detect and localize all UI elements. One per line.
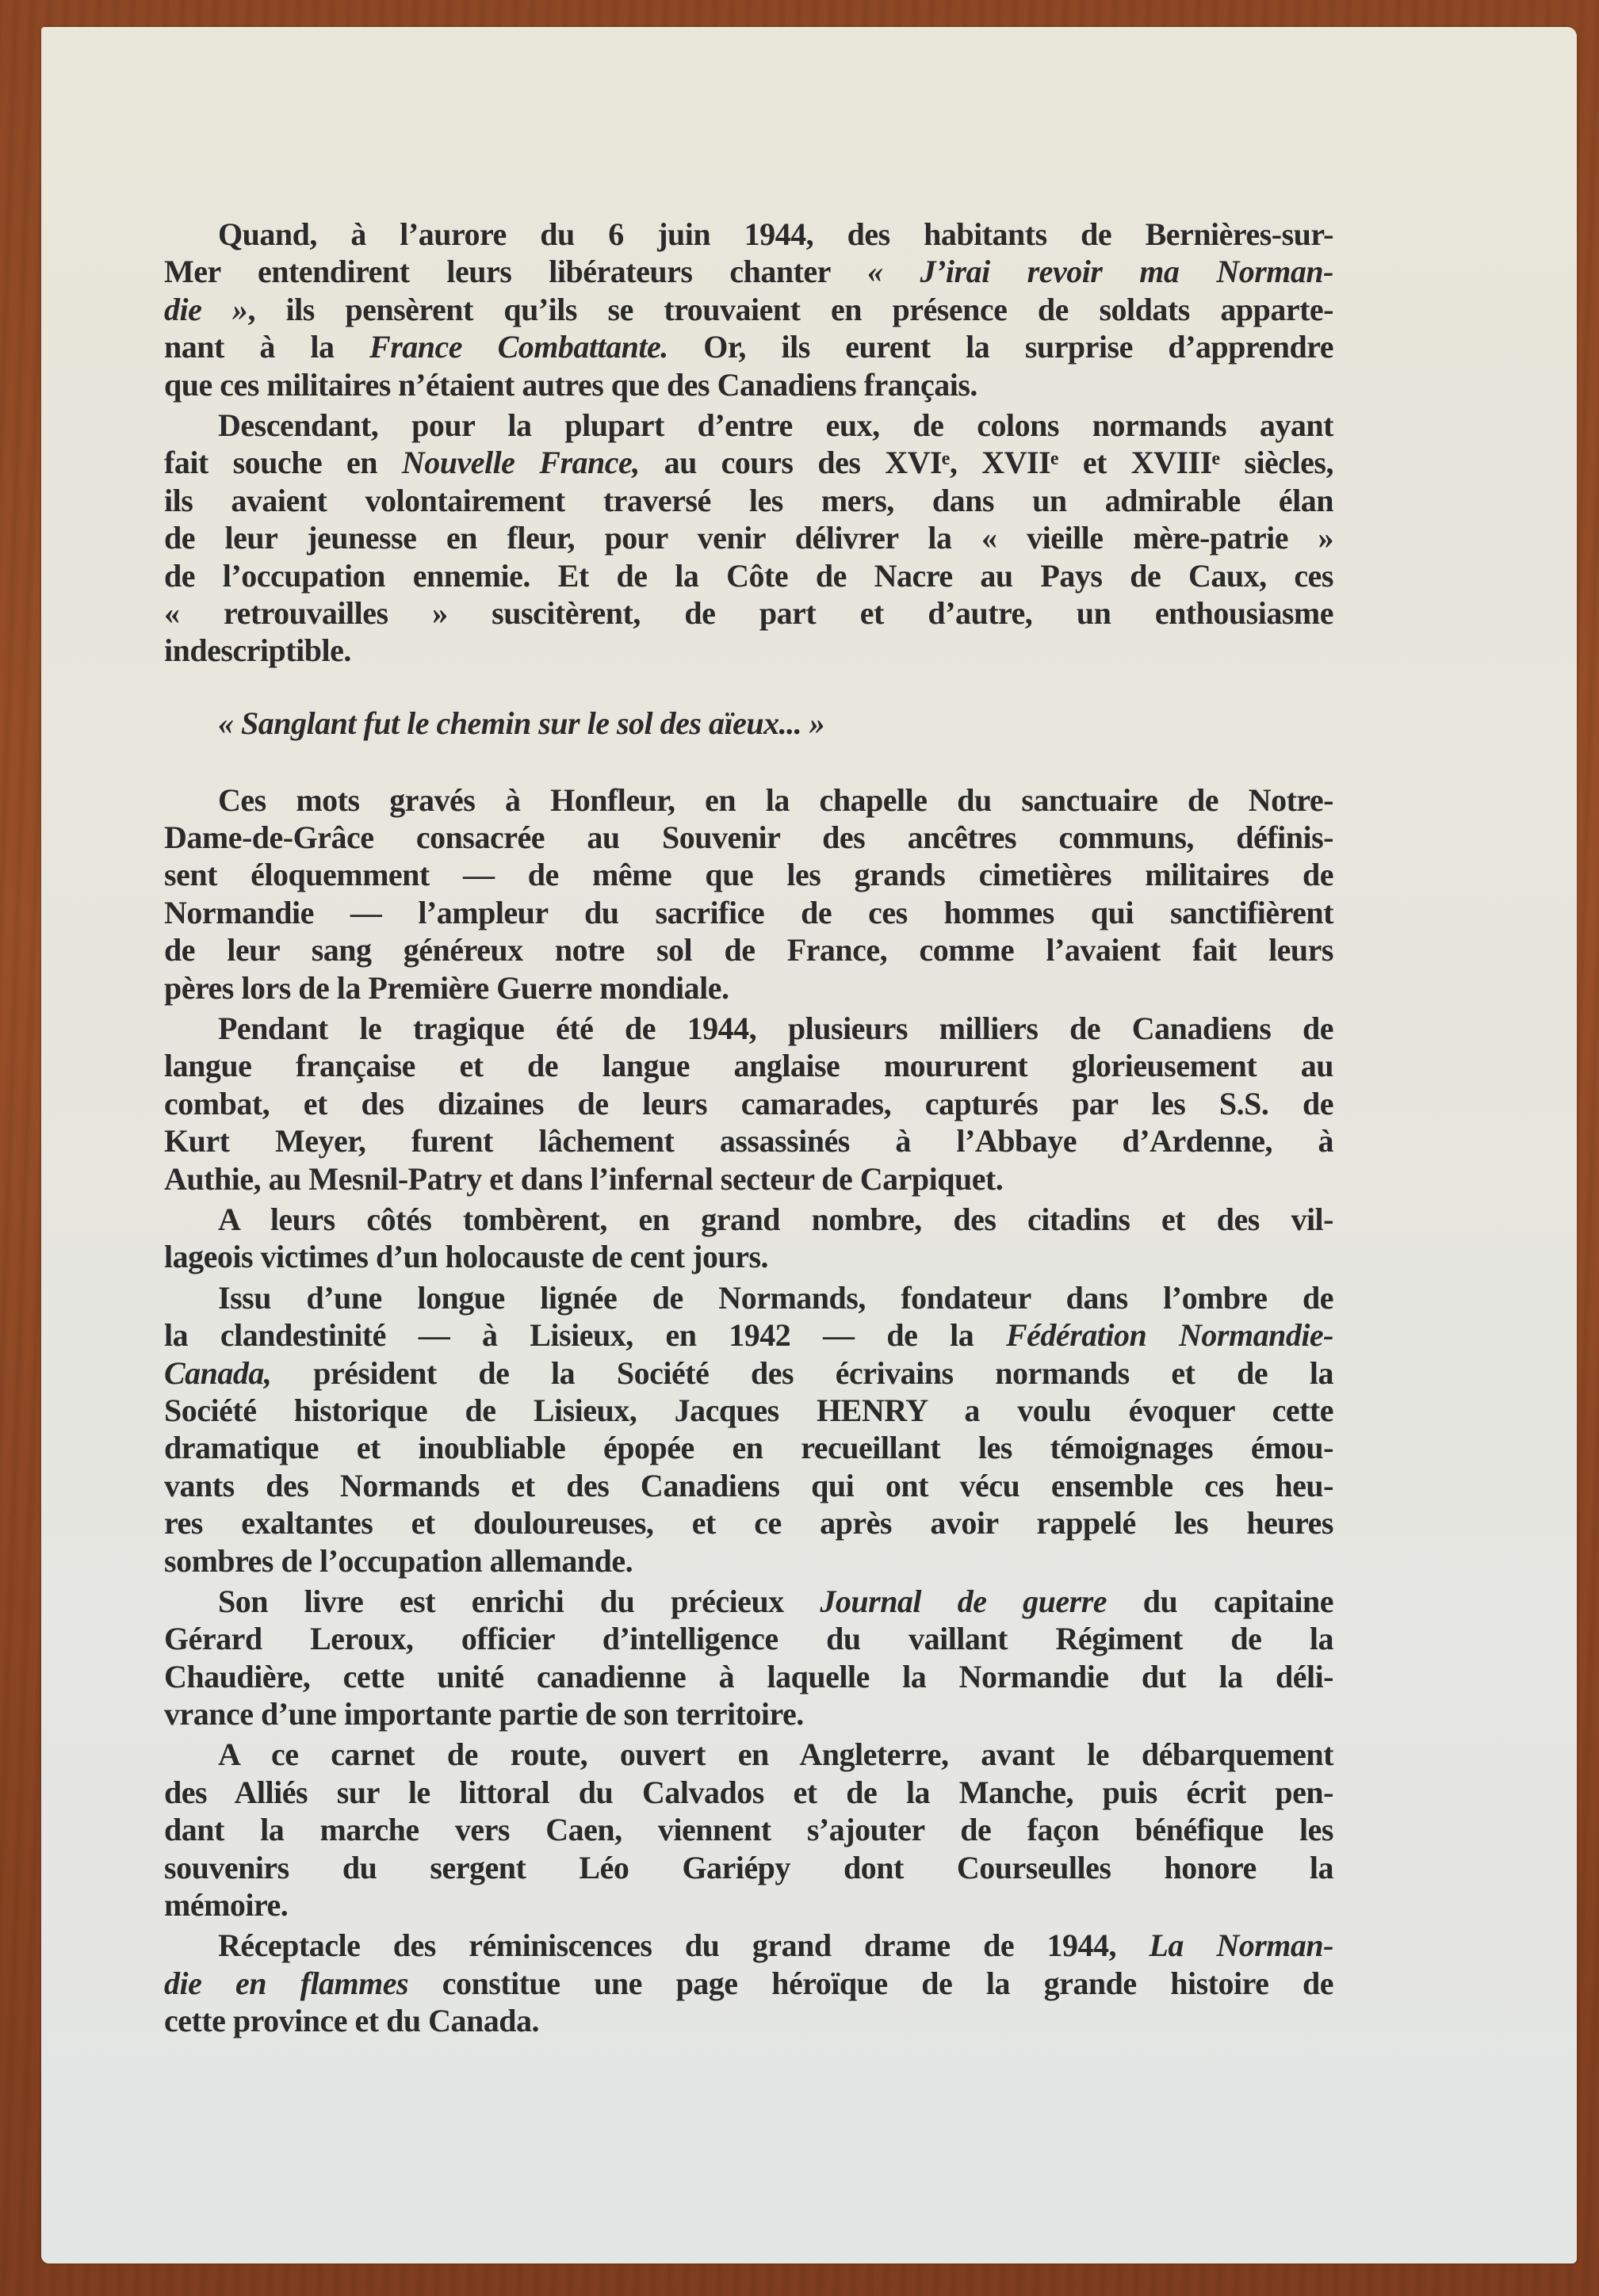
text-line [164, 1965, 1333, 2002]
text-run: souvenirs du sergent Léo Gariépy dont Courseulles honore la [164, 1849, 1333, 1885]
text-run: Normandie — l’ampleur du sacrifice de ces hommes qui sanctifièrent [164, 894, 1333, 930]
text-line [164, 1811, 1333, 1848]
text-run: président de la Société des écrivains normands et de la [271, 1354, 1333, 1391]
text-line [164, 407, 1333, 444]
text-run: Authie, au Mesnil-Patry et dans l’infernal secteur de Carpiquet. [164, 1160, 1004, 1197]
text-run: indescriptible. [164, 632, 351, 669]
paragraph [164, 1010, 1333, 1198]
text-run: de leur sang généreux notre sol de France, comme l’avaient fait leurs [164, 932, 1333, 968]
text-line [164, 519, 1333, 556]
text-run: pères lors de la Première Guerre mondiale. [164, 969, 729, 1006]
text-run: Kurt Meyer, furent lâchement assassinés à l’Abbaye d’Ardenne, à [164, 1123, 1333, 1159]
text-run: mémoire. [164, 1887, 289, 1924]
text-line [164, 1542, 1333, 1580]
paragraph [164, 1279, 1333, 1580]
paragraph [164, 216, 1333, 403]
text-line [164, 291, 1333, 328]
text-run: Chaudière, cette unité canadienne à laquelle la Normandie dut la déli- [164, 1658, 1333, 1694]
paragraph [164, 1583, 1333, 1733]
italic-text: Canada, [164, 1354, 272, 1391]
text-run: Son livre est enrichi du précieux [218, 1583, 821, 1619]
text-line [164, 1354, 1333, 1392]
text-line [164, 969, 1333, 1007]
text-run: de leur jeunesse en fleur, pour venir délivrer la « vieille mère-patrie » [164, 520, 1333, 556]
text-run: fait souche en [164, 445, 402, 481]
book-back-cover [41, 27, 1577, 2264]
text-line [164, 1774, 1333, 1811]
text-run: Dame-de-Grâce consacrée au Souvenir des ancêtres communs, définis- [164, 819, 1333, 856]
text-run: sombres de l’occupation allemande. [164, 1542, 633, 1579]
italic-text: La Norman- [1149, 1927, 1333, 1964]
text-run: A leurs côtés tombèrent, en grand nombre, des citadins et des vil- [218, 1201, 1333, 1237]
text-line [164, 1047, 1333, 1084]
text-run: Ces mots gravés à Honfleur, en la chapelle du sanctuaire de Notre- [218, 781, 1333, 818]
text-line [164, 1085, 1333, 1122]
text-line [164, 1010, 1333, 1047]
text-line [164, 1504, 1333, 1541]
italic-text: die en flammes [164, 1965, 409, 2001]
text-run: de l’occupation ennemie. Et de la Côte de Nacre au Pays de Caux, ces [164, 557, 1333, 594]
text-run: Pendant le tragique été de 1944, plusieurs milliers de Canadiens de [218, 1010, 1333, 1047]
text-line [164, 1201, 1333, 1238]
text-run: Réceptacle des réminiscences du grand drame de 1944, [218, 1927, 1150, 1964]
intro-paragraphs [164, 216, 1333, 670]
text-run: constitue une page héroïque de la grande histoire de [408, 1965, 1333, 2001]
text-run: Gérard Leroux, officier d’intelligence du vaillant Régiment de la [164, 1621, 1333, 1657]
text-line [164, 557, 1333, 594]
text-line [164, 1316, 1333, 1354]
text-line [164, 1695, 1333, 1733]
text-line [164, 1122, 1333, 1159]
text-line [164, 856, 1333, 893]
text-line [164, 1279, 1333, 1316]
text-line [164, 1238, 1333, 1275]
text-run: res exaltantes et douloureuses, et ce après avoir rappelé les heures [164, 1505, 1333, 1541]
italic-text: Journal de guerre [820, 1583, 1107, 1619]
italic-text: France Combattante. [369, 329, 668, 365]
text-run: vrance d’une importante partie de son territoire. [164, 1696, 804, 1733]
text-line [164, 1583, 1333, 1620]
paragraph [164, 1736, 1333, 1924]
text-run: ils avaient volontairement traversé les mers, dans un admirable élan [164, 482, 1333, 518]
text-run: que ces militaires n’étaient autres que des Canadiens français. [164, 366, 977, 403]
text-run: Mer entendirent leurs libérateurs chanter [164, 254, 868, 290]
text-run: du capitaine [1107, 1583, 1333, 1619]
paragraph [164, 1927, 1333, 2039]
text-line [164, 1736, 1333, 1773]
text-line [164, 894, 1333, 931]
text-run: A ce carnet de route, ouvert en Angleterre, avant le débarquement [218, 1736, 1333, 1773]
epigraph-quote: « Sanglant fut le chemin sur le sol des aïeux... » [218, 705, 825, 741]
text-line [164, 819, 1333, 856]
text-line [164, 216, 1333, 253]
text-line [164, 1160, 1333, 1198]
text-run: « retrouvailles » suscitèrent, de part et d’autre, un enthousiasme [164, 594, 1333, 631]
text-line [164, 328, 1333, 365]
text-run: sent éloquemment — de même que les grands cimetières militaires de [164, 857, 1333, 893]
text-line [164, 781, 1333, 819]
text-run: , ils pensèrent qu’ils se trouvaient en présence de soldats apparte- [247, 291, 1333, 327]
text-line [164, 253, 1333, 290]
paragraph [164, 1201, 1333, 1276]
text-run: lageois victimes d’un holocauste de cent jours. [164, 1239, 769, 1275]
text-line [164, 1467, 1333, 1504]
text-line [164, 594, 1333, 632]
text-run: Société historique de Lisieux, Jacques HENRY a voulu évoquer cette [164, 1392, 1333, 1428]
text-line [164, 1429, 1333, 1466]
text-line [164, 1849, 1333, 1886]
italic-text: Nouvelle France, [401, 445, 640, 481]
text-line [164, 1927, 1333, 1964]
text-run: langue française et de langue anglaise moururent glorieusement au [164, 1048, 1333, 1084]
text-run: au cours des XVIᵉ, XVIIᵉ et XVIIIᵉ siècles, [639, 445, 1333, 481]
text-run: combat, et des dizaines de leurs camarades, capturés par les S.S. de [164, 1085, 1333, 1121]
text-line [164, 1886, 1333, 1924]
text-run: cette province et du Canada. [164, 2003, 539, 2039]
text-run: Issu d’une longue lignée de Normands, fondateur dans l’ombre de [218, 1279, 1333, 1316]
text-line [164, 632, 1333, 669]
text-run: Quand, à l’aurore du 6 juin 1944, des habitants de Bernières-sur- [218, 216, 1333, 252]
text-line [164, 444, 1333, 481]
text-run: vants des Normands et des Canadiens qui ont vécu ensemble ces heu- [164, 1467, 1333, 1503]
paragraph [164, 781, 1333, 1007]
text-line [164, 2002, 1333, 2039]
text-line [164, 366, 1333, 403]
text-run: des Alliés sur le littoral du Calvados et de la Manche, puis écrit pen- [164, 1774, 1333, 1810]
text-run: la clandestinité — à Lisieux, en 1942 — de la [164, 1317, 1006, 1354]
text-line [164, 1620, 1333, 1657]
text-run: Descendant, pour la plupart d’entre eux, de colons normands ayant [218, 407, 1333, 443]
text-line [164, 1392, 1333, 1429]
text-run: Or, ils eurent la surprise d’apprendre [668, 329, 1333, 365]
text-line [164, 482, 1333, 519]
body-paragraphs [164, 781, 1333, 2040]
italic-text: Fédération Normandie- [1006, 1317, 1334, 1354]
paragraph [164, 407, 1333, 670]
text-run: nant à la [164, 329, 370, 365]
text-line [164, 1658, 1333, 1695]
text-run: dramatique et inoubliable épopée en recueillant les témoignages émou- [164, 1430, 1333, 1466]
italic-text: die » [164, 291, 248, 327]
text-run: dant la marche vers Caen, viennent s’ajouter de façon bénéfique les [164, 1812, 1333, 1848]
blurb-text [164, 216, 1333, 2043]
italic-text: « J’irai revoir ma Norman- [867, 254, 1333, 290]
text-line [164, 931, 1333, 968]
